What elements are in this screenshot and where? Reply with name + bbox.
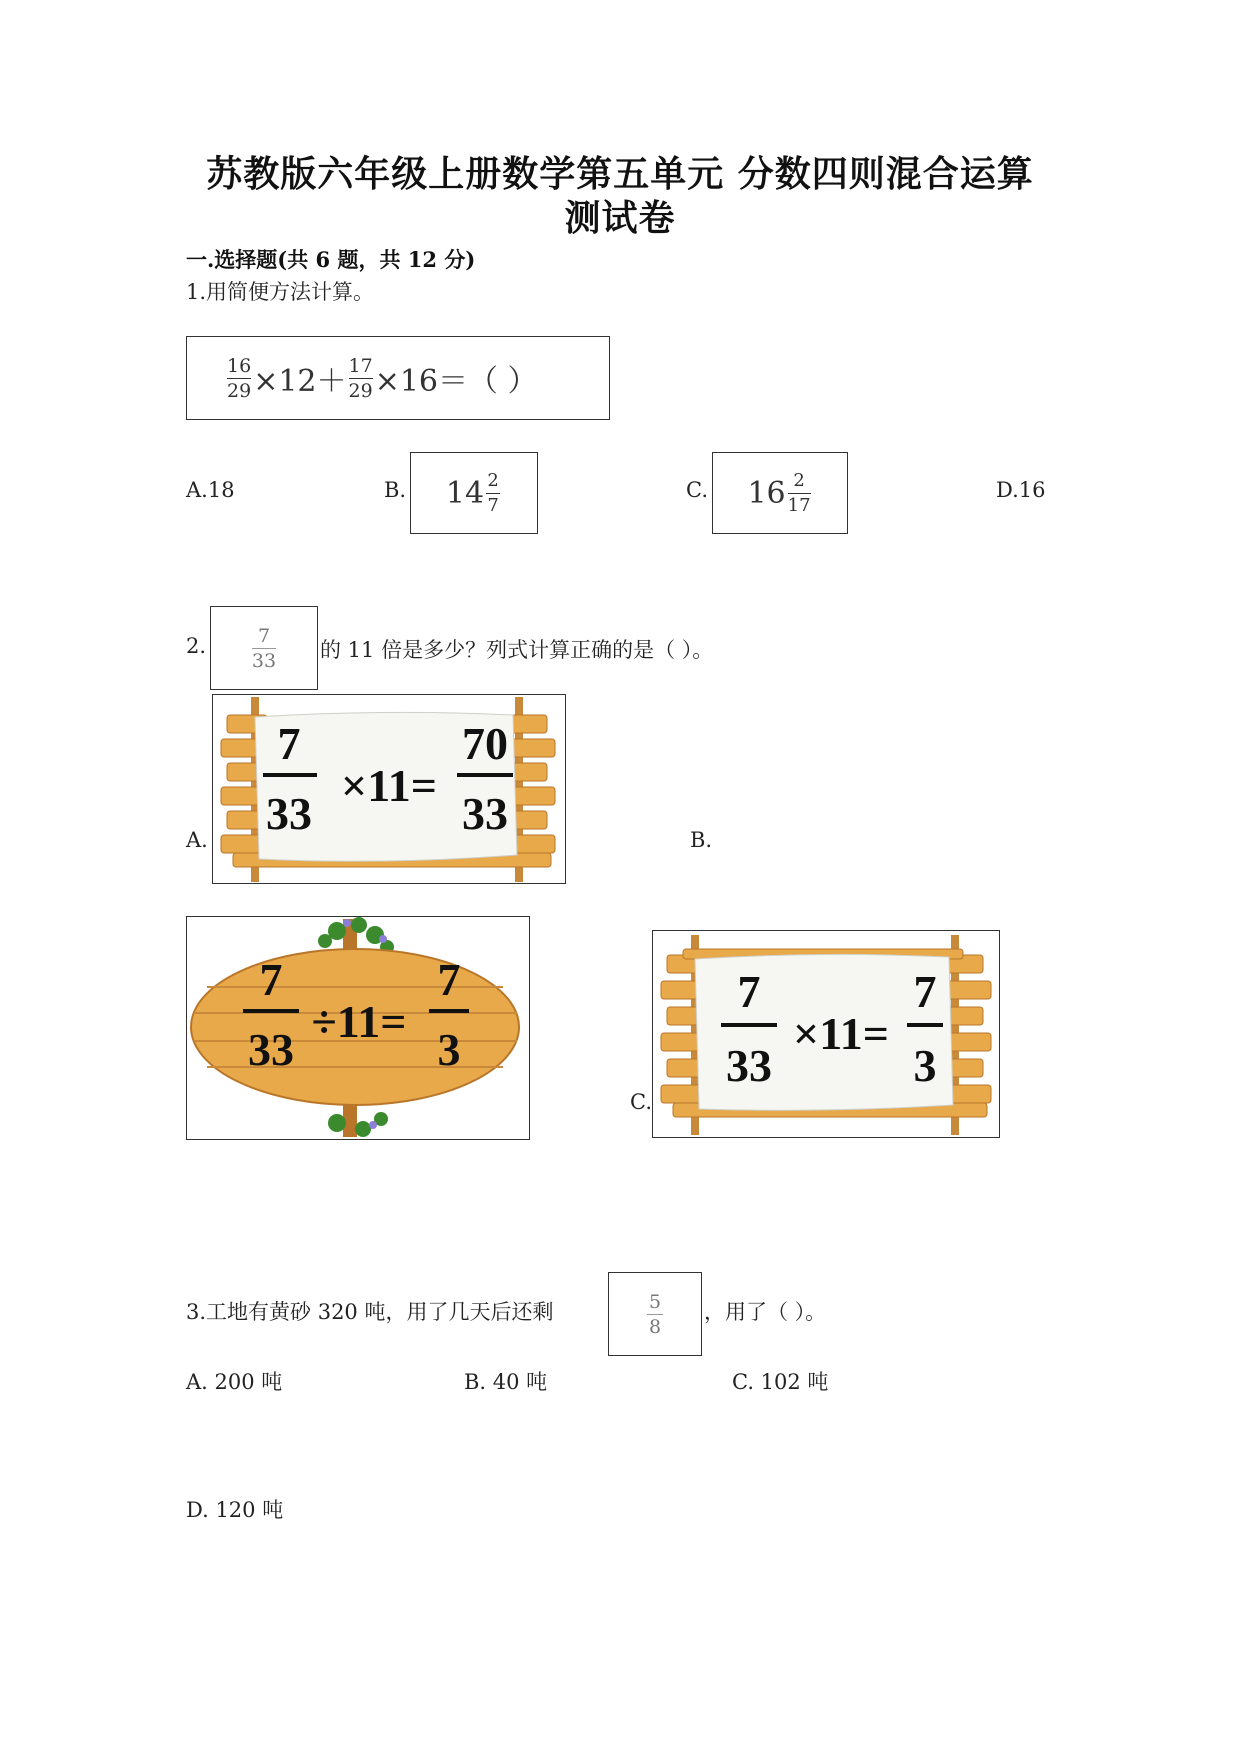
q2-fraction xyxy=(252,626,276,671)
q1-stem: 1.用简便方法计算。 xyxy=(186,280,375,304)
q1-option-a[interactable] xyxy=(186,478,235,502)
sign-c-denominator-1: 33 xyxy=(726,1040,772,1091)
option-value: 18 xyxy=(207,478,235,502)
numerator: 2 xyxy=(487,469,499,491)
whole-number: 16 xyxy=(747,475,786,511)
option-label: A. xyxy=(186,478,208,502)
sign-a-numerator-1: 7 xyxy=(277,718,301,769)
denominator: 33 xyxy=(251,649,277,672)
q3-option-d[interactable]: D. 120 吨 xyxy=(186,1498,284,1522)
sign-b-numerator-1: 7 xyxy=(259,954,283,1005)
q2-stem: 的 11 倍是多少？列式计算正确的是（ ）。 xyxy=(320,638,714,662)
q2-number: 2. xyxy=(186,634,207,658)
sign-c-denominator-2: 3 xyxy=(913,1040,937,1091)
whole-number: 14 xyxy=(445,475,485,511)
option-value: 16 xyxy=(1018,478,1046,502)
numerator: 5 xyxy=(648,1290,662,1313)
q1-fraction-1 xyxy=(227,356,251,401)
numerator: 7 xyxy=(257,624,271,647)
option-fraction xyxy=(486,471,500,516)
sign-c-operator: ×11= xyxy=(793,1008,889,1059)
sign-b-numerator-2: 7 xyxy=(437,954,461,1005)
q2-option-a-image[interactable] xyxy=(212,694,566,884)
q1-option-b-label[interactable]: B. xyxy=(384,478,407,502)
q3-stem-part2: ，用了（ ）。 xyxy=(704,1300,827,1324)
sign-a-operator: ×11= xyxy=(341,760,437,811)
numerator: 16 xyxy=(227,354,252,377)
q1-expression-box xyxy=(186,336,610,420)
numerator: 2 xyxy=(793,469,805,491)
denominator: 29 xyxy=(348,379,373,402)
q1-option-b-box[interactable] xyxy=(410,452,538,534)
q2-option-c-label[interactable]: C. xyxy=(630,1090,652,1114)
q1-option-c-label[interactable]: C. xyxy=(686,478,708,502)
q2-fraction-box xyxy=(210,606,318,690)
sign-c-numerator-2: 7 xyxy=(913,966,937,1017)
q1-fraction-2 xyxy=(349,356,373,401)
section-heading: 一.选择题(共 6 题，共 12 分) xyxy=(186,247,476,272)
page-title-line2: 测试卷 xyxy=(564,197,676,239)
q1-option-d[interactable] xyxy=(996,478,1046,502)
sign-c-numerator-1: 7 xyxy=(737,966,761,1017)
numerator: 17 xyxy=(348,354,373,377)
q1-option-c-box[interactable] xyxy=(712,452,848,534)
sign-b-operator: ÷11= xyxy=(311,996,407,1047)
q2-option-a-label[interactable]: A. xyxy=(186,828,208,852)
q2-option-c-image[interactable] xyxy=(652,930,1000,1138)
denominator: 7 xyxy=(487,494,499,516)
option-label: D. xyxy=(996,478,1019,502)
sign-a-numerator-2: 70 xyxy=(462,718,508,769)
q3-fraction xyxy=(647,1292,663,1337)
signboard-a xyxy=(213,695,564,882)
signboard-b xyxy=(187,917,528,1138)
q2-option-b-image[interactable] xyxy=(186,916,530,1140)
sign-b-denominator-2: 3 xyxy=(437,1024,461,1075)
denominator: 29 xyxy=(227,379,252,402)
denominator: 8 xyxy=(648,1315,662,1338)
q3-option-b[interactable]: B. 40 吨 xyxy=(464,1370,548,1394)
sign-a-denominator-2: 33 xyxy=(462,788,508,839)
q1-operator-1: ×12＋ xyxy=(253,364,347,399)
q3-stem-part1: 3.工地有黄砂 320 吨，用了几天后还剩 xyxy=(186,1300,554,1324)
page-title: 苏教版六年级上册数学第五单元 分数四则混合运算 xyxy=(206,153,1034,195)
sign-b-denominator-1: 33 xyxy=(248,1024,294,1075)
option-fraction xyxy=(788,471,811,516)
denominator: 17 xyxy=(787,494,811,516)
q3-option-c[interactable]: C. 102 吨 xyxy=(732,1370,829,1394)
q3-fraction-box xyxy=(608,1272,702,1356)
signboard-c xyxy=(653,931,998,1136)
q2-option-b-label[interactable]: B. xyxy=(690,828,713,852)
q1-operator-2: ×16＝（ ） xyxy=(374,364,538,399)
q3-option-a[interactable]: A. 200 吨 xyxy=(186,1370,283,1394)
sign-a-denominator-1: 33 xyxy=(266,788,312,839)
